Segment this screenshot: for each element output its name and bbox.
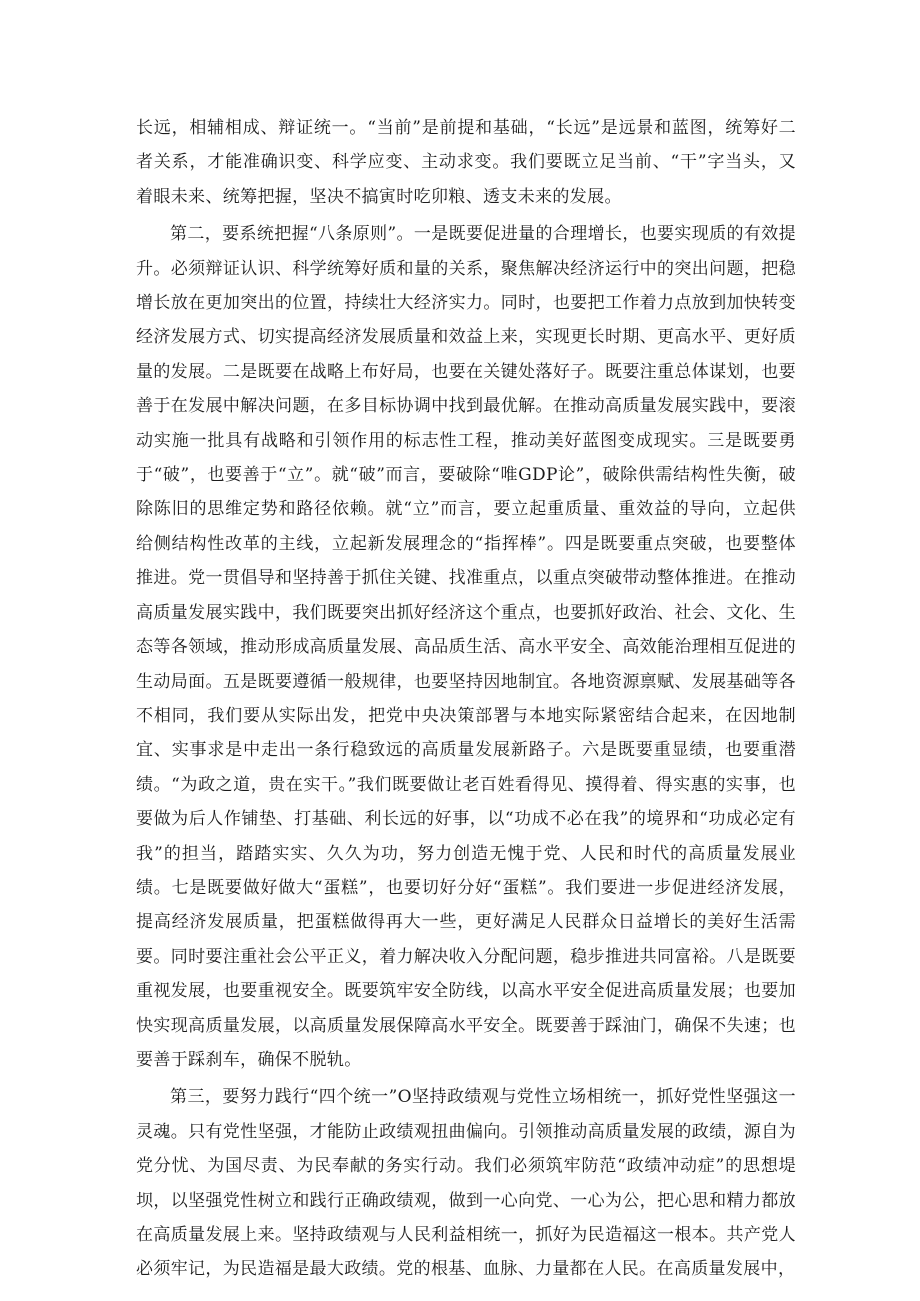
paragraph-four-unities: 第三，要努力践行“四个统一”O坚持政绩观与党性立场相统一，抓好党性坚强这一灵魂。只有党性坚强，才能防止政绩观扭曲偏向。引领推动高质量发展的政绩，源自为党分忧、为国尽责、为民奉献的务实行动。我们必须筑牢防范“政绩冲动症”的思想堤坝，以坚强党性树立和践行正确政绩观，做到一心向党、一心为公，把心思和精力都放在高质量发展上来。坚持政绩观与人民利益相统一，抓好为民造福这一根本。共产党人必须牢记，为民造福是最大政绩。党的根基、血脉、力量都在人民。在高质量发展中， xyxy=(136,1087,796,1280)
paragraph-continuation: 长远，相辅相成、辩证统一。“当前”是前提和基础，“长远”是远景和蓝图，统筹好二者关系，才能准确识变、科学应变、主动求变。我们要既立足当前、“干”字当头，又着眼未来、统筹把握，坚决不搞寅时吃卯粮、透支未来的发展。 xyxy=(136,118,796,207)
paragraph-eight-principles: 第二，要系统把握“八条原则”。一是既要促进量的合理增长，也要实现质的有效提升。必须辩证认识、科学统筹好质和量的关系，聚焦解决经济运行中的突出问题，把稳增长放在更加突出的位置，持续壮大经济实力。同时，也要把工作着力点放到加快转变经济发展方式、切实提高经济发展质量和效益上来，实现更长时期、更高水平、更好质量的发展。二是既要在战略上布好局，也要在关键处落好子。既要注重总体谋划，也要善于在发展中解决问题，在多目标协调中找到最优解。在推动高质量发展实践中，要滚动实施一批具有战略和引领作用的标志性工程，推动美好蓝图变成现实。三是既要勇于“破”，也要善于“立”。就“破”而言，要破除“唯GDP论”，破除供需结构性失衡，破除陈旧的思维定势和路径依赖。就“立”而言，要立起重质量、重效益的导向，立起供给侧结构性改革的主线，立起新发展理念的“指挥棒”。四是既要重点突破，也要整体推进。党一贯倡导和坚持善于抓住关键、找准重点，以重点突破带动整体推进。在推动高质量发展实践中，我们既要突出抓好经济这个重点，也要抓好政治、社会、文化、生态等各领域，推动形成高质量发展、高品质生活、高水平安全、高效能治理相互促进的生动局面。五是既要遵循一般规律，也要坚持因地制宜。各地资源禀赋、发展基础等各不相同，我们要从实际出发，把党中央决策部署与本地实际紧密结合起来，在因地制宜、实事求是中走出一条行稳致远的高质量发展新路子。六是既要重显绩，也要重潜绩。“为政之道，贵在实干。”我们既要做让老百姓看得见、摸得着、得实惠的实事，也要做为后人作铺垫、打基础、利长远的好事，以“功成不必在我”的境界和“功成必定有我”的担当，踏踏实实、久久为功，努力创造无愧于党、人民和时代的高质量发展业绩。七是既要做好做大“蛋糕”，也要切好分好“蛋糕”。我们要进一步促进经济发展，提高经济发展质量，把蛋糕做得再大一些，更好满足人民群众日益增长的美好生活需要。同时要注重社会公平正义，着力解决收入分配问题，稳步推进共同富裕。八是既要重视发展，也要重视安全。既要筑牢安全防线，以高水平安全促进高质量发展；也要加快实现高质量发展，以高质量发展保障高水平安全。既要善于踩油门，确保不失速；也要善于踩刹车，确保不脱轨。 xyxy=(136,224,796,1070)
document-body xyxy=(136,111,796,1290)
